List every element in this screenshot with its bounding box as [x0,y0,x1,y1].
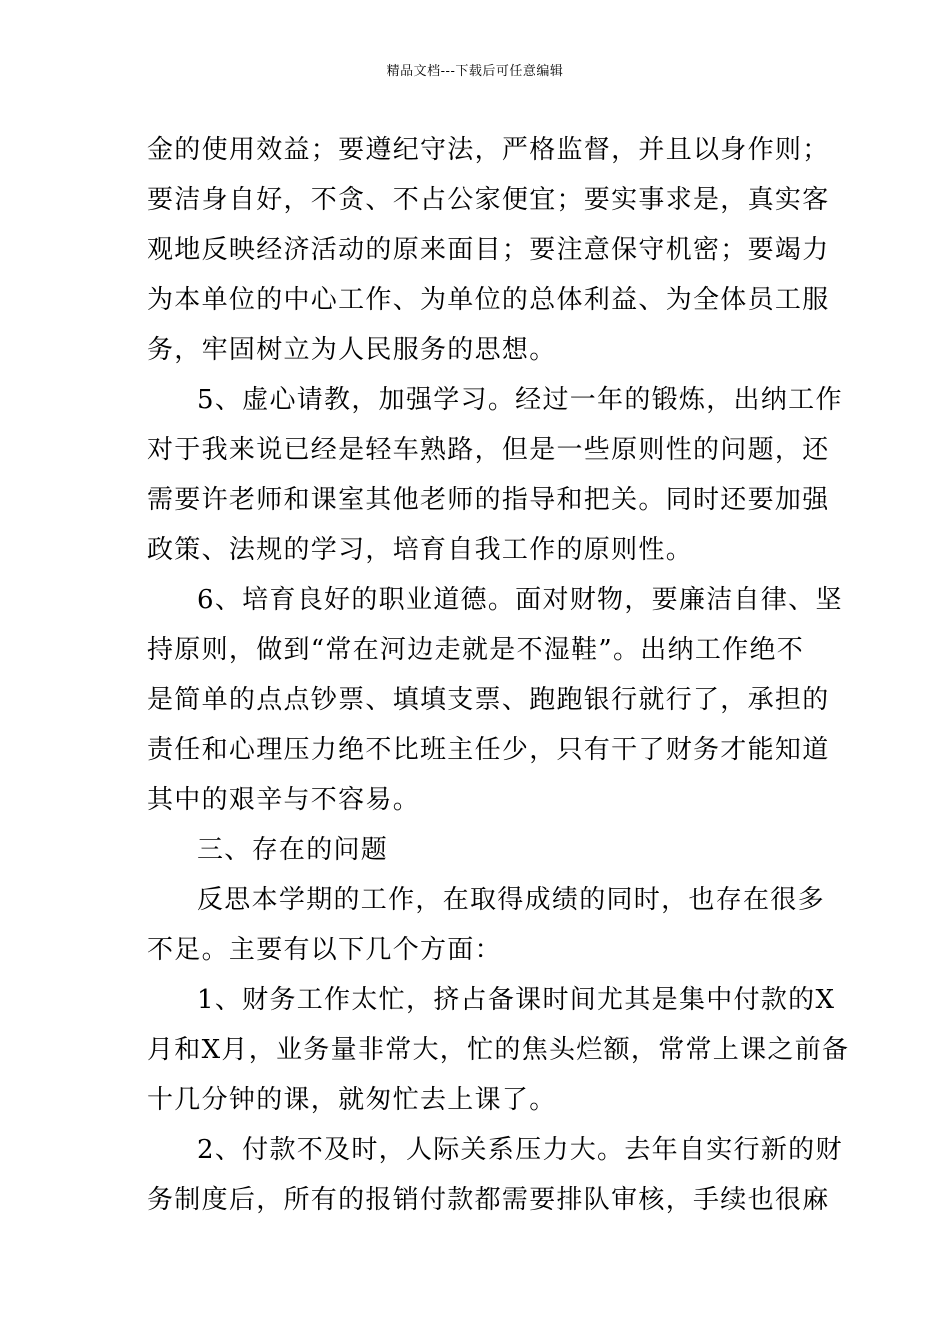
paragraph-start-line: 1、财务工作太忙，挤占备课时间尤其是集中付款的X [197,985,836,1015]
text-line: 持原则，做到“常在河边走就是不湿鞋”。出纳工作绝不 [147,635,805,665]
text-line: 政策、法规的学习，培育自我工作的原则性。 [147,535,694,565]
text-line: 要洁身自好，不贪、不占公家便宜；要实事求是，真实客 [147,185,830,215]
text-line: 其中的艰辛与不容易。 [147,785,421,815]
text-line: 不足。主要有以下几个方面： [147,935,502,965]
text-line: 是简单的点点钞票、填填支票、跑跑银行就行了，承担的 [147,685,830,715]
paragraph-start-line: 6、培育良好的职业道德。面对财物，要廉洁自律、坚 [197,585,843,615]
text-line: 务，牢固树立为人民服务的思想。 [147,335,557,365]
text-line: 为本单位的中心工作、为单位的总体利益、为全体员工服 [147,285,830,315]
text-line: 月和X月，业务量非常大，忙的焦头烂额，常常上课之前备 [147,1035,850,1065]
text-line: 金的使用效益；要遵纪守法，严格监督，并且以身作则； [147,135,830,165]
paragraph-start-line: 反思本学期的工作，在取得成绩的同时，也存在很多 [197,885,825,915]
text-line: 十几分钟的课，就匆忙去上课了。 [147,1085,557,1115]
text-line: 责任和心理压力绝不比班主任少，只有干了财务才能知道 [147,735,830,765]
paragraph-start-line: 2、付款不及时，人际关系压力大。去年自实行新的财 [197,1135,843,1165]
section-heading: 三、存在的问题 [197,835,389,865]
document-body [147,125,850,1225]
text-line: 需要许老师和课室其他老师的指导和把关。同时还要加强 [147,485,830,515]
text-line: 务制度后，所有的报销付款都需要排队审核，手续也很麻 [147,1185,830,1215]
paragraph-start-line: 5、虚心请教，加强学习。经过一年的锻炼，出纳工作 [197,385,843,415]
page-header: 精品文档---下载后可任意编辑 [386,64,564,79]
text-line: 观地反映经济活动的原来面目；要注意保守机密；要竭力 [147,235,830,265]
text-line: 对于我来说已经是轻车熟路，但是一些原则性的问题，还 [147,435,830,465]
